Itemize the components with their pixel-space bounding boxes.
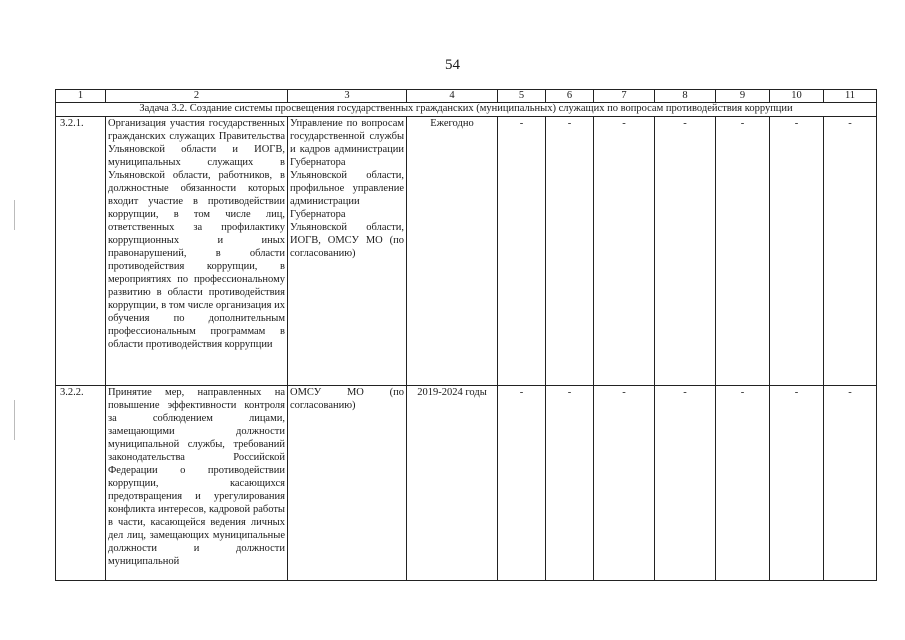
task-title: Задача 3.2. Создание системы просвещения государственных гражданских (муниципальных) служащих по вопросам противодействия коррупции	[56, 103, 877, 117]
row-number: 3.2.2.	[56, 385, 106, 580]
row-col-5: -	[498, 116, 546, 385]
row-col-9: -	[716, 385, 770, 580]
page-number: 54	[445, 57, 460, 73]
row-col-5: -	[498, 385, 546, 580]
measures-table	[55, 89, 877, 581]
row-col-6: -	[546, 385, 594, 580]
header-col-9: 9	[716, 90, 770, 103]
table-row	[56, 385, 877, 580]
row-description: Принятие мер, направленных на повышение эффективности контроля за соблюдением лицами, замещающими должности муниципальной службы, требований законодательства Российской Федерации о противодействии коррупции, касающихся предотвращения и урегулирования конфликта интересов, кадровой работы в части, касающейся ведения личных дел лиц, замещающих муниципальные должности и должности муниципальной	[108, 386, 285, 567]
row-col-8: -	[655, 385, 716, 580]
header-col-8: 8	[655, 90, 716, 103]
row-period: 2019-2024 годы	[407, 385, 498, 580]
row-col-9: -	[716, 116, 770, 385]
row-executor: Управление по вопросам государственной службы и кадров администрации Губернатора Ульяновской области, профильное управление администрации Губернатора Ульяновской области, ИОГВ, ОМСУ МО (по согласованию)	[288, 116, 407, 385]
scan-margin-mark	[14, 400, 15, 440]
header-col-6: 6	[546, 90, 594, 103]
header-col-5: 5	[498, 90, 546, 103]
row-col-11: -	[824, 385, 877, 580]
header-col-2: 2	[106, 90, 288, 103]
row-col-7: -	[594, 116, 655, 385]
task-row	[56, 103, 877, 117]
scan-margin-mark	[14, 200, 15, 230]
header-col-1: 1	[56, 90, 106, 103]
row-col-8: -	[655, 116, 716, 385]
header-col-10: 10	[770, 90, 824, 103]
row-col-10: -	[770, 116, 824, 385]
row-number: 3.2.1.	[56, 116, 106, 385]
row-period: Ежегодно	[407, 116, 498, 385]
row-col-6: -	[546, 116, 594, 385]
table-header-row	[56, 90, 877, 103]
row-col-7: -	[594, 385, 655, 580]
row-col-10: -	[770, 385, 824, 580]
table-row	[56, 116, 877, 385]
header-col-3: 3	[288, 90, 407, 103]
row-executor: ОМСУ МО (по согласованию)	[288, 385, 407, 580]
row-description-cell	[106, 385, 288, 580]
header-col-4: 4	[407, 90, 498, 103]
header-col-11: 11	[824, 90, 877, 103]
row-col-11: -	[824, 116, 877, 385]
header-col-7: 7	[594, 90, 655, 103]
row-description: Организация участия государственных гражданских служащих Правительства Ульяновской области и ИОГВ, муниципальных служащих в Ульяновской области, работников, в должностные обязанности которых входит участие в противодействии коррупции, в том числе лиц, ответственных за профилактику коррупционных и иных правонарушений, в области противодействия коррупции, в мероприятиях по профессиональному развитию в области противодействия коррупции, в том числе организация их обучения по дополнительным профессиональным программам в области противодействия коррупции	[106, 116, 288, 385]
